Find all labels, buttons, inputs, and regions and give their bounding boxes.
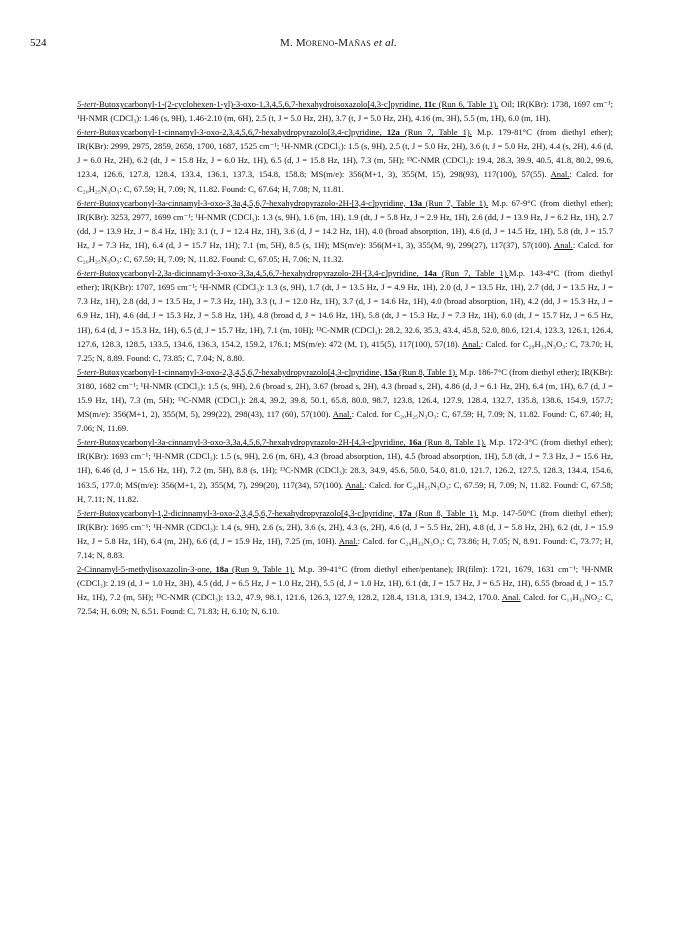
- anal-data: : Calcd. for C₂₉H₃₃N₃O₃: C, 73.86; H, 7.05; N, 8.91. Found: C, 73.77; H, 7.14; N, 8.83.: [77, 535, 613, 560]
- title-prefix: 5-tert: [77, 437, 97, 448]
- compound-number: 12a: [386, 127, 400, 138]
- anal-label: Anal.: [501, 592, 521, 603]
- compound-number: 17a: [398, 507, 412, 518]
- compound-title: [77, 198, 488, 208]
- compound-title: [77, 564, 295, 574]
- compound-entry-15a: [77, 365, 613, 435]
- anal-label: Anal.: [550, 169, 570, 180]
- title-name: -Butoxycarbonyl-1-(2-cyclohexen-1-yl)-3-oxo-1,3,4,5,6,7-hexahydroisoxazolo[4,3-c]pyridine,: [96, 99, 422, 109]
- title-prefix: 5-tert: [77, 99, 97, 109]
- compound-number: 11c: [424, 99, 436, 109]
- compound-entry-12a: [77, 125, 613, 195]
- compound-title: [77, 367, 457, 377]
- compound-title: [77, 127, 472, 137]
- entry-data: M.p. 39-41°C (from diethyl ether/pentane); IR(film): 1721, 1679, 1631 cm⁻¹; ¹H-NMR (CDCl₃): 2.19 (d, J = 1.0 Hz, 3H), 4.5 (dd, J = 6.5 Hz, J = 1.0 Hz, 2H), 5.5 (d, J = 1.0 Hz, 1H), 6.1 (dt, J = 15.7 Hz, J = 6.5 Hz, 1H), 6.55 (broad d, J = 15.7 Hz, 1H), 7.2 (m, 5H); ¹³C-NMR (CDCl₃): 13.2, 47.9, 98.1, 121.6, 126.3, 127.9, 128.2, 128.4, 131.8, 131.9, 134.2, 170.0.: [77, 564, 613, 603]
- anal-label: Anal.: [338, 535, 358, 546]
- title-prefix: 6-tert: [77, 197, 97, 208]
- compound-number: 14a: [423, 268, 437, 279]
- entry-data: Oil; IR(KBr): 1738, 1697 cm⁻¹; ¹H-NMR (CDCl₃): 1.46 (s, 9H), 1.46-2.10 (m, 6H), 2.5 (t, J = 5.0 Hz, 2H), 3.7 (t, J = 5.0 Hz, 2H), 4.16 (m, 3H), 5.5 (m, 1H), 6.0 (m, 1H).: [77, 99, 613, 124]
- entry-data: M.p. 179-81°C (from diethyl ether); IR(KBr): 2999, 2975, 2859, 2658, 1700, 1687, 1525 cm⁻¹; ¹H-NMR (CDCl₃): 1.5 (s, 9H), 2.5 (t, J = 5.0 Hz, 2H), 3.6 (t, J = 5.0 Hz, 2H), 4.4 (s, 2H), 4.6 (d, J = 6.0 Hz, 2H), 6.2 (dt, J = 15.8 Hz, J = 6.0 Hz, 1H), 6.5 (d, J = 15.8 Hz, 1H), 7.3 (m, 5H); ¹³C-NMR (CDCl₃): 19.4, 28.3, 39.9, 40.5, 41.8, 80.2, 99.6, 123.4, 126.6, 127.8, 128.4, 133.4, 136.1, 137.3, 154.8, 158.8; MS(m/e): 356(M+1, 3), 355(M, 15), 298(93), 117(100), 57(55).: [77, 127, 614, 180]
- title-name: -Butoxycarbonyl-1-cinnamyl-3-oxo-2,3,4,5,6,7-hexahydropyrazolo[3,4-c]pyridine,: [96, 127, 382, 138]
- compound-number: 18a: [215, 564, 229, 575]
- compound-number: 16a: [408, 437, 422, 448]
- page-number: 524: [30, 37, 47, 49]
- run-reference: (Run 7, Table 1).: [404, 127, 472, 138]
- entry-data: M.p. 67-9°C (from diethyl ether); IR(KBr): 3253, 2977, 1699 cm⁻¹; ¹H-NMR (CDCl₃): 1.3 (s, 9H), 1.6 (m, 1H), 1.9 (dt, J = 5.8 Hz, J = 2.9 Hz, 1H), 2.6 (dd, J = 13.9 Hz, J = 6.2 Hz, 1H), 2.7 (dd, J = 13.9 Hz, J = 8.4 Hz, 1H); 3.1 (t, J = 12.4 Hz, 1H), 3.6 (d, J = 14.2 Hz, 1H), 4.0 (broad absorption, 1H), 4.6 (d, J = 14.5 Hz, 1H), 5.8 (dt, J = 15.7 Hz, J = 7.3 Hz, 1H), 6.4 (d, J = 15.7 Hz, 1H); 7.1 (m, 5H), 8.5 (s, 1H); MS(m/e): 356(M+1, 3), 355(M, 9), 299(27), 117(37), 57(100).: [77, 197, 613, 250]
- title-name: -Butoxycarbonyl-3a-cinnamyl-3-oxo-3,3a,4,5,6,7-hexahydropyrazolo-2H-[3,4-c]pyridine,: [96, 197, 406, 208]
- anal-label: Anal.: [554, 239, 573, 250]
- title-name: -Butoxycarbonyl-2,3a-dicinnamyl-3-oxo-3,3a,4,5,6,7-hexahydropyrazolo-2H-[3,4-c]pyridine,: [96, 268, 419, 279]
- running-head: [280, 37, 397, 49]
- entry-data: M.p. 186-7°C (from diethyl ether); IR(KBr): 3180, 1682 cm⁻¹; ¹H-NMR (CDCl₃): 1.5 (s, 9H), 2.6 (broad s, 2H), 3.67 (broad s, 2H), 4.3 (broad s, 2H), 4.86 (d, J = 6.1 Hz, 2H), 6.4 (m, 1H), 6.7 (d, J = 15.9 Hz, 1H), 7.3 (m, 5H); ¹³C-NMR (CDCl₃): 28.4, 39.2, 39.8, 50.1, 65.8, 80.0, 98.7, 123.8, 126.4, 127.9, 128.4, 132.7, 135.8, 138.6, 154.9, 157.7; MS(m/e): 356(M+1, 2), 355(M, 5), 299(22), 298(43), 117 (60), 57(100).: [77, 366, 614, 420]
- entry-data: M.p. 172-3°C (from diethyl ether); IR(KBr): 1693 cm⁻¹; ¹H-NMR (CDCl₃): 1.5 (s, 9H), 2.6 (m, 6H), 4.3 (broad absorption, 1H), 4.5 (broad absorption, 1H), 5.8 (dt, J = 7.3 Hz, J = 15.6 Hz, 1H), 6.46 (d, J = 15.6 Hz, 1H), 7.2 (m, 5H), 8.8 (s, 1H); ¹³C-NMR (CDCl₃): 28.3, 34.9, 45.6, 50.0, 54.0, 81.0, 121.7, 126.2, 127.5, 128.3, 134.4, 154.6, 163.5, 177.0; MS(m/e): 356(M+1, 2), 355(M, 7), 299(20), 117(34), 57(100).: [77, 437, 613, 490]
- title-prefix: 6-tert: [77, 268, 97, 279]
- compound-entry-17a: [77, 506, 613, 562]
- entry-data: M.p. 147-50°C (from diethyl ether); IR(KBr): 1695 cm⁻¹; ¹H-NMR (CDCl₃): 1.4 (s, 9H), 2.6 (s, 2H), 3.6 (s, 2H), 4.3 (s, 2H), 4.6 (d, J = 5.5 Hz, 2H), 4.8 (d, J = 5.8 Hz, 2H), 6.2 (dt, J = 15.9 Hz, J = 5.8 Hz, 1H), 6.4 (m, 2H), 6.6 (d, J = 15.9 Hz, 1H), 7.25 (m, 10H).: [77, 507, 614, 546]
- anal-label: Anal.: [461, 338, 481, 349]
- anal-label: Anal.: [332, 409, 352, 420]
- anal-data: : Calcd. for C₂₉H₃₃N₃O₃: C, 73.70; H, 7.25; N, 8.89. Found: C, 73.85; C, 7.04; N, 8.80.: [77, 338, 613, 363]
- run-reference: (Run 7, Table 1).: [425, 197, 489, 208]
- anal-label: Anal.: [345, 479, 365, 490]
- title-prefix: 5-tert: [77, 366, 97, 377]
- title-name: -Butoxycarbonyl-3a-cinnamyl-3-oxo-3,3a,4,5,6,7-hexahydropyrazolo-2H-[4,3-c]pyridine,: [96, 437, 406, 448]
- compound-title: [77, 437, 486, 447]
- compound-entry-14a: [77, 266, 613, 365]
- title-prefix: 5-tert: [77, 507, 97, 518]
- run-reference: (Run 7, Table 1).: [441, 268, 509, 279]
- run-reference: (Run 9, Table 1).: [232, 564, 295, 575]
- title-name: 2-Cinnamyl-5-methylisoxazolin-3-one,: [77, 564, 212, 575]
- entry-data: M.p. 143-4°C (from diethyl ether); IR(KBr): 1707, 1695 cm⁻¹; ¹H-NMR (CDCl₃): 1.3 (s, 9H), 1.7 (dt, J = 13.5 Hz, J = 4.9 Hz, 1H), 2.0 (d, J = 13.5 Hz, 1H), 2.7 (dd, J = 13.5 Hz, J = 7.3 Hz, 1H), 2.8 (dd, J = 13.5 Hz, J = 7.3 Hz, 1H), 3.3 (t, J = 12.0 Hz, 1H), 3.7 (d, J = 14.6 Hz, 1H), 4.0 (broad absorption, 1H), 4.2 (dd, J = 15.3 Hz, J = 6.9 Hz, 1H), 4.6 (dd, J = 15.3 Hz, J = 5.8 Hz, 1H), 4.8 (broad d, J = 14.6 Hz, 1H), 5.8 (dt, J = 15.3 Hz, J = 7.3 Hz, 1H), 6.0 (dt, J = 15.7 Hz, J = 6.5 Hz, 1H), 6.4 (d, J = 15.3 Hz, 1H), 6.5 (d, J = 15.7 Hz, 1H), 7.1 (m, 10H); ¹³C-NMR (CDCl₃): 28.2, 32.6, 35.3, 43.4, 45.8, 52.0, 80.6, 121.4, 123.3, 126.1, 126.4, 127.6, 128.3, 128.5, 133.5, 134.6, 136.3, 154.2, 159.2, 176.1; MS(m/e): 472 (M, 1), 415(5), 117(100), 57(18).: [77, 268, 613, 349]
- title-prefix: 6-tert: [77, 127, 97, 138]
- running-head-authors: M. Moreno-Mañas: [280, 37, 371, 49]
- compound-title: [77, 268, 509, 278]
- running-head-et-al: et al.: [373, 37, 397, 49]
- compound-entry-18a: [77, 562, 613, 618]
- run-reference: (Run 8, Table 1).: [399, 366, 458, 377]
- run-reference: (Run 6, Table 1).: [438, 99, 499, 109]
- run-reference: (Run 8, Table 1).: [415, 507, 479, 518]
- run-reference: (Run 8, Table 1).: [424, 437, 486, 448]
- title-name: -Butoxycarbonyl-1,2-dicinnamyl-3-oxo-2,3,4,5,6,7-hexahydropyrazolo[4,3-c]pyridine,: [96, 507, 395, 518]
- compound-number: 15a: [383, 366, 397, 377]
- compound-title: [77, 508, 478, 518]
- compound-entry-11c: [77, 97, 613, 125]
- compound-entry-13a: [77, 196, 613, 266]
- compound-entry-16a: [77, 435, 613, 505]
- anal-data: : Calcd. for C₂₀H₂₅N₃O₃: C, 67.59; H, 7.09; N, 11.82. Found: C, 67.58; H, 7.11; N, 11.82.: [77, 479, 613, 504]
- page-header: [30, 37, 650, 53]
- anal-data: : Calcd. for C₂₀H₂₅N₃O₃: C, 67.59; H, 7.09; N, 11.82. Found: C, 67.05; H, 7.06; N, 11.32.: [77, 239, 613, 265]
- compound-title: [77, 99, 498, 109]
- anal-data: Calcd. for C₁₃H₁₃NO₂: C, 72.54; H, 6.09; N, 6.51. Found: C, 71.83; H, 6.10; N, 6.10.: [77, 592, 613, 617]
- anal-data: : Calcd. for C₂₀H₂₅N₃O₃: C, 67.59; H, 7.09; N, 11.82. Found: C, 67.40; H, 7.06; N, 11.69.: [77, 409, 613, 434]
- compound-number: 13a: [409, 197, 423, 208]
- anal-data: : Calcd. for C₂₀H₂₅N₃O₃: C, 67.59; H, 7.09; N, 11.82. Found: C, 67.64; H, 7.08; N, 11.81.: [77, 169, 613, 194]
- experimental-body: [77, 97, 613, 618]
- title-name: -Butoxycarbonyl-1-cinnamyl-3-oxo-2,3,4,5,6,7-hexahydropyrazolo[4,3-c]pyridine,: [96, 366, 382, 377]
